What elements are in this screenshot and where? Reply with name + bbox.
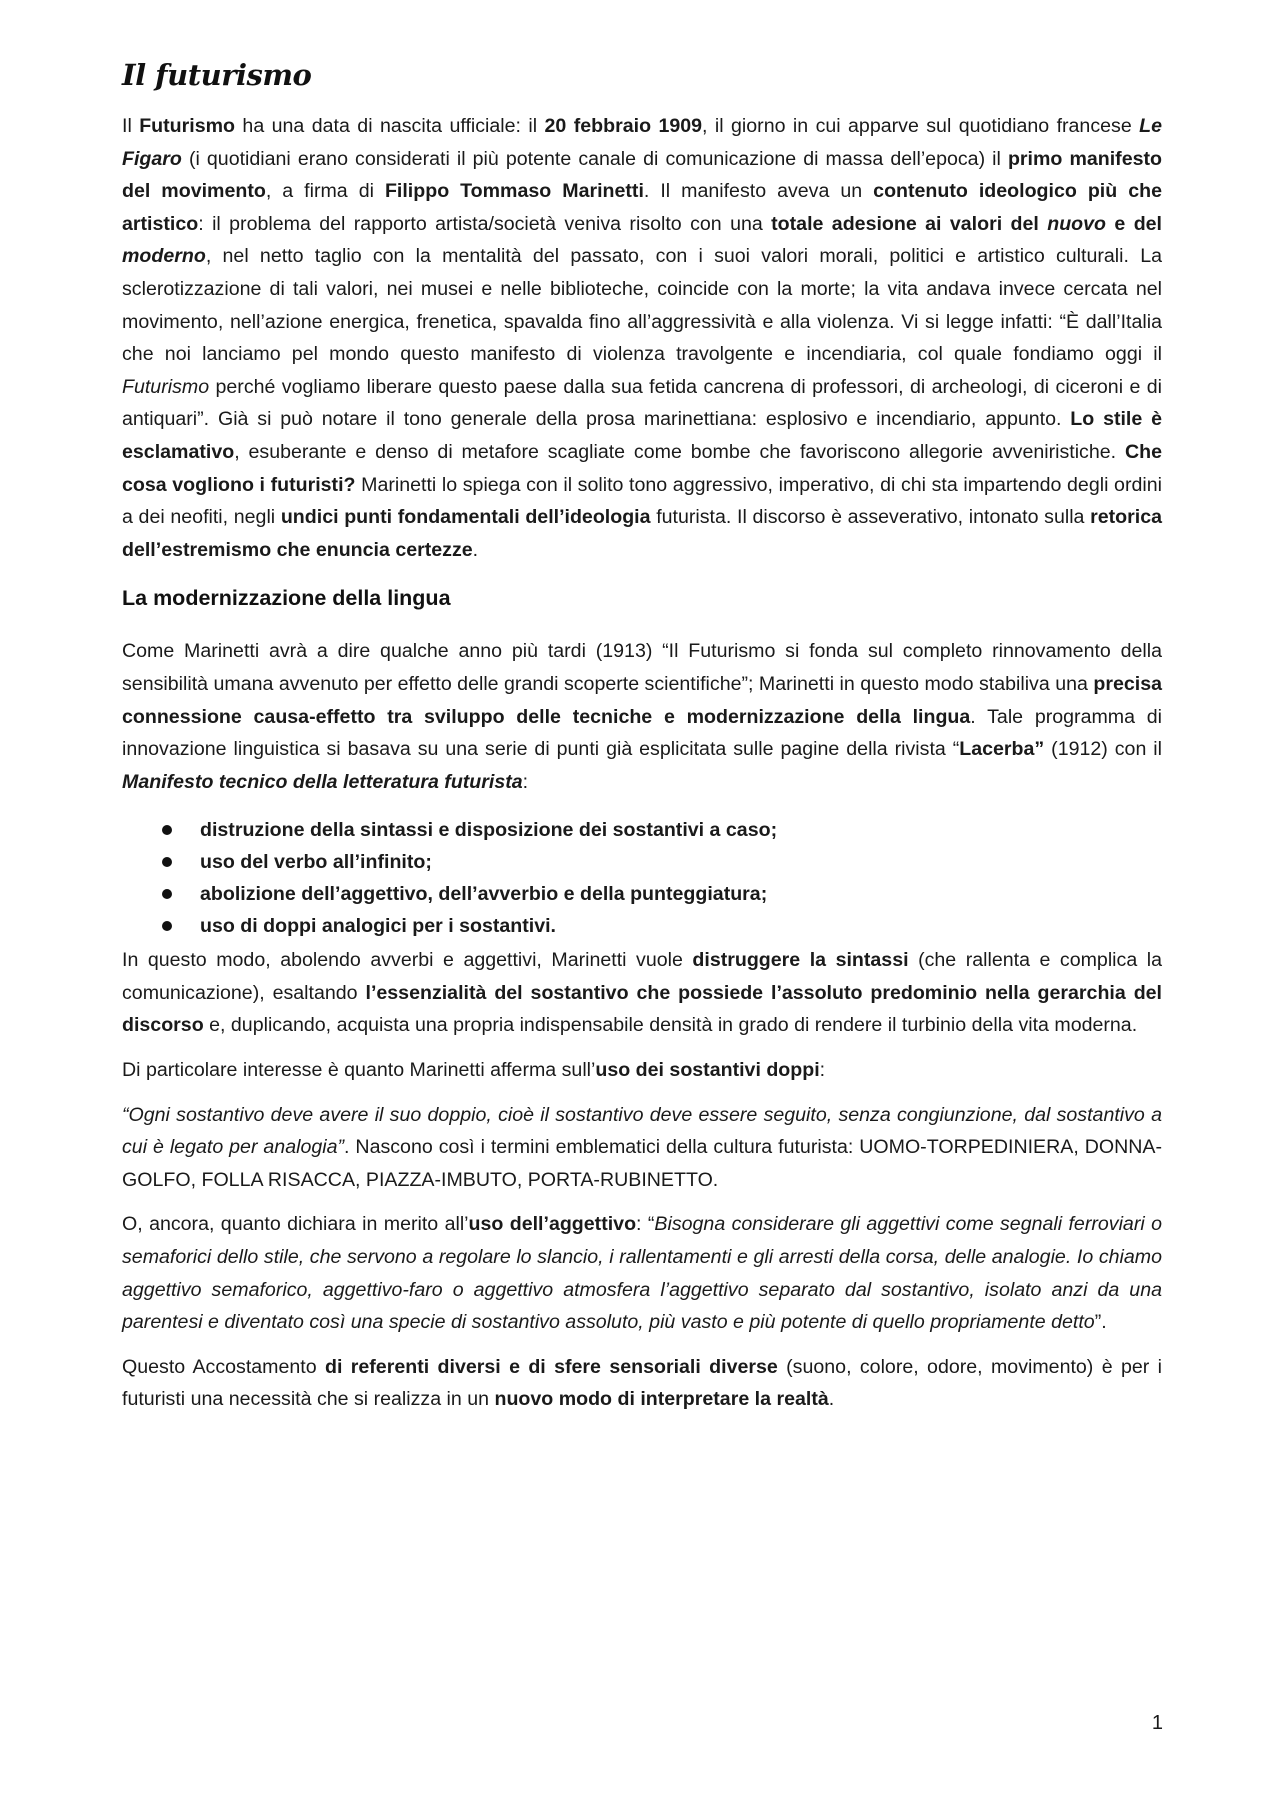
section-heading: La modernizzazione della lingua [122, 586, 451, 611]
paragraph-intro: Il Futurismo ha una data di nascita ufficiale: il 20 febbraio 1909, il giorno in cui apparve sul quotidiano francese Le Figaro (i quotidiani erano considerati il più potente canale di comunicazione di massa dell’epoca) il primo manifesto del movimento, a firma di Filippo Tommaso Marinetti. Il manifesto aveva un contenuto ideologico più che artistico: il problema del rapporto artista/società veniva risolto con una totale adesione ai valori del nuovo e del moderno, nel netto taglio con la mentalità del passato, con i suoi valori morali, politici e artistico culturali. La sclerotizzazione di tali valori, nei musei e nelle biblioteche, coincide con la morte; la vita andava invece cercata nel movimento, nell’azione energica, frenetica, spavalda fino all’aggressività e alla violenza. Vi si legge infatti: “È dall’Italia che noi lanciamo pel mondo questo manifesto di violenza travolgente e incendiaria, col quale fondiamo oggi il Futurismo perché vogliamo liberare questo paese dalla sua fetida cancrena di professori, di archeologi, di ciceroni e di antiquari”. Già si può notare il tono generale della prosa marinettiana: esplosivo e incendiario, appunto. Lo stile è esclamativo, esuberante e denso di metafore scagliate come bombe che favoriscono allegorie avveniristiche. Che cosa vogliono i futuristi? Marinetti lo spiega con il solito tono aggressivo, imperativo, di chi sta impartendo degli ordini a dei neofiti, negli undici punti fondamentali dell’ideologia futurista. Il discorso è asseverativo, intonato sulla retorica dell’estremismo che enuncia certezze. [122, 115, 1163, 561]
bullet-dot-icon [162, 889, 172, 899]
paragraph-syntax: In questo modo, abolendo avverbi e aggettivi, Marinetti vuole distruggere la sintassi (che rallenta e complica la comunicazione), esaltando l’essenzialità del sostantivo che possiede l’assoluto predominio nella gerarchia del discorso e, duplicando, acquista una propria indispensabile densità in grado di rendere il turbinio della vita moderna. [122, 949, 1163, 1037]
document-title: Il futurismo [122, 58, 312, 92]
page-number: 1 [1151, 1712, 1163, 1734]
list-item: uso del verbo all’infinito; [122, 846, 1162, 878]
bullet-dot-icon [162, 825, 172, 835]
list-item: uso di doppi analogici per i sostantivi. [122, 910, 1162, 942]
paragraph-conclusion: Questo Accostamento di referenti diversi e di sfere sensoriali diverse (suono, colore, odore, movimento) è per i futuristi una necessità che si realizza in un nuovo modo di interpretare la realtà. [122, 1355, 1162, 1411]
page-content [122, 58, 1162, 1416]
bullet-dot-icon [162, 857, 172, 867]
paragraph-modernization: Come Marinetti avrà a dire qualche anno più tardi (1913) “Il Futurismo si fonda sul completo rinnovamento della sensibilità umana avvenuto per effetto delle grandi scoperte scientifiche”; Marinetti in questo modo stabiliva una precisa connessione causa-effetto tra sviluppo delle tecniche e modernizzazione della lingua. Tale programma di innovazione linguistica si basava su una serie di punti già esplicitata sulle pagine della rivista “Lacerba” (1912) con il Manifesto tecnico della letteratura futurista: [122, 640, 1163, 793]
paragraph-adjective: O, ancora, quanto dichiara in merito all’uso dell’aggettivo: “Bisogna considerare gli aggettivi come segnali ferroviari o semaforici dello stile, che servono a regolare lo slancio, i rallentamenti e gli arresti della corsa, delle analogie. Io chiamo aggettivo semaforico, aggettivo-faro o aggettivo atmosfera l’aggettivo separato dal sostantivo, isolato anzi da una parentesi e diventato così una specie di sostantivo assoluto, più vasto e più potente di quello propriamente detto”. [122, 1213, 1162, 1334]
paragraph-quote-nouns: “Ogni sostantivo deve avere il suo doppio, cioè il sostantivo deve essere seguito, senza congiunzione, dal sostantivo a cui è legato per analogia”. Nascono così i termini emblematici della cultura futurista: UOMO-TORPEDINIERA, DONNA-GOLFO, FOLLA RISACCA, PIAZZA-IMBUTO, PORTA-RUBINETTO. [122, 1103, 1162, 1191]
list-item: distruzione della sintassi e disposizione dei sostantivi a caso; [122, 814, 1162, 846]
list-item: abolizione dell’aggettivo, dell’avverbio e della punteggiatura; [122, 878, 1162, 910]
bullet-dot-icon [162, 921, 172, 931]
paragraph-double-nouns: Di particolare interesse è quanto Marinetti afferma sull’uso dei sostantivi doppi: [122, 1059, 826, 1082]
bullet-list [122, 814, 1162, 942]
